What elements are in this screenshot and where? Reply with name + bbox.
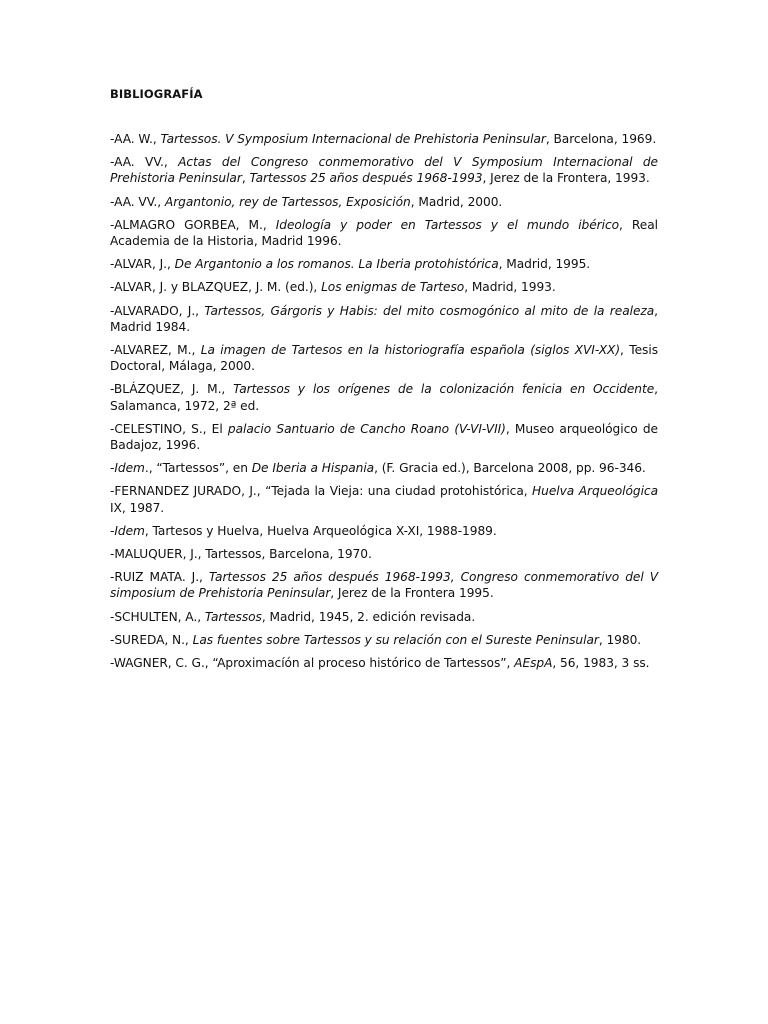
- entry-text: , Madrid 1984.: [110, 303, 658, 334]
- entry-text: -ALVAR, J. y BLAZQUEZ, J. M. (ed.),: [110, 280, 322, 295]
- entry-text: , (F. Gracia ed.), Barcelona 2008, pp. 96-346.: [374, 461, 646, 476]
- bibliography-entry: [110, 421, 658, 453]
- entry-text: -AA. W.,: [110, 132, 161, 146]
- entry-text: ., “Tartessos”, en: [144, 461, 252, 476]
- entry-title-text: Tartessos 25 años después 1968-1993, Congreso conmemorativo del V simposium de Prehistoria Peninsular: [110, 570, 658, 601]
- bibliography-list: [110, 131, 658, 671]
- entry-title-text: La imagen de Tartesos en la historiografía española (siglos XVI-XX): [200, 343, 621, 358]
- bibliography-entry: [110, 303, 658, 335]
- entry-text: , Madrid, 1995.: [498, 257, 591, 272]
- entry-title-text: Idem: [114, 523, 145, 538]
- bibliography-entry: [110, 279, 658, 295]
- entry-title-text: Tartessos. V Symposium Internacional de Prehistoria Peninsular: [160, 132, 546, 146]
- entry-text: -AA. VV.,: [110, 155, 179, 170]
- bibliography-entry: [110, 154, 658, 186]
- entry-text: -AA. VV.,: [110, 194, 165, 209]
- entry-text: -MALUQUER, J., Tartessos, Barcelona, 1970.: [110, 547, 372, 562]
- entry-text: , Madrid, 2000.: [410, 194, 503, 209]
- bibliography-entry: [110, 483, 658, 515]
- bibliography-heading: BIBLIOGRAFÍA: [110, 87, 203, 101]
- entry-title-text: Tartessos: [204, 609, 262, 624]
- entry-text: , Tartesos y Huelva, Huelva Arqueológica X-XI, 1988-1989.: [144, 523, 497, 538]
- entry-text: -ALMAGRO GORBEA, M.,: [110, 217, 276, 232]
- entry-title-text: Las fuentes sobre Tartessos y su relación con el Sureste Peninsular: [192, 632, 599, 647]
- bibliography-entry: [110, 131, 658, 147]
- bibliography-entry: [110, 217, 658, 249]
- bibliography-entry: [110, 632, 658, 648]
- entry-text: IX, 1987.: [110, 500, 165, 515]
- entry-title-text: Ideología y poder en Tartessos y el mundo ibérico: [275, 217, 620, 232]
- entry-text: , 1980.: [598, 632, 642, 647]
- entry-text: -WAGNER, C. G., “Aproximacíón al proceso histórico de Tartessos”,: [110, 656, 515, 671]
- entry-title-text: Huelva Arqueológica: [532, 484, 658, 499]
- entry-text: -CELESTINO, S., El: [110, 421, 228, 436]
- entry-text: -ALVAREZ, M.,: [110, 343, 201, 358]
- entry-text: , Madrid, 1945, 2. edición revisada.: [261, 609, 476, 624]
- bibliography-entry: [110, 546, 658, 562]
- entry-title-text: Argantonio, rey de Tartessos, Exposición: [164, 194, 411, 209]
- entry-title-text: Tartessos y los orígenes de la colonización fenicia en Occidente: [233, 382, 655, 397]
- entry-text: -BLÁZQUEZ, J. M.,: [110, 382, 234, 397]
- entry-title-text: Actas del Congreso conmemorativo del V Symposium Internacional de Prehistoria Peninsular: [110, 155, 659, 186]
- entry-text: , Madrid, 1993.: [464, 280, 556, 295]
- bibliography-entry: [110, 256, 658, 272]
- entry-title-text: Idem: [114, 461, 145, 476]
- entry-text: -SCHULTEN, A.,: [110, 609, 205, 624]
- bibliography-entry: [110, 342, 658, 374]
- entry-text: -: [110, 461, 115, 476]
- entry-text: , Museo arqueológico de Badajoz, 1996.: [110, 421, 658, 453]
- bibliography-entry: [110, 381, 658, 413]
- entry-text: , Jerez de la Frontera, 1993.: [482, 171, 650, 186]
- entry-text: -: [110, 523, 115, 538]
- document-page: [110, 87, 658, 678]
- bibliography-entry: [110, 569, 658, 601]
- entry-text: ,: [241, 171, 250, 186]
- entry-text: , Real Academia de la Historia, Madrid 1996.: [110, 217, 658, 249]
- entry-text: -RUIZ MATA. J.,: [110, 570, 209, 585]
- entry-text: , Barcelona, 1969.: [545, 132, 657, 146]
- entry-title-text: Los enigmas de Tarteso: [321, 280, 465, 295]
- entry-title-text: Tartessos 25 años después 1968-1993: [249, 171, 483, 186]
- bibliography-entry: [110, 609, 658, 625]
- entry-title-text: AEspA: [514, 656, 553, 671]
- entry-text: , Tesis Doctoral, Málaga, 2000.: [110, 343, 658, 374]
- entry-text: -ALVARADO, J.,: [110, 303, 205, 318]
- bibliography-entry: [110, 655, 658, 671]
- bibliography-entry: [110, 194, 658, 210]
- entry-title-text: Tartessos, Gárgoris y Habis: del mito cosmogónico al mito de la realeza: [204, 303, 655, 318]
- entry-text: , Salamanca, 1972, 2ª ed.: [110, 382, 658, 413]
- entry-title-text: palacio Santuario de Cancho Roano (V-VI-VII): [227, 421, 506, 436]
- entry-text: -ALVAR, J.,: [110, 257, 175, 272]
- entry-text: -FERNANDEZ JURADO, J., “Tejada la Vieja: una ciudad protohistórica,: [110, 484, 533, 499]
- entry-text: , 56, 1983, 3 ss.: [552, 656, 650, 671]
- bibliography-entry: [110, 523, 658, 539]
- entry-text: , Jerez de la Frontera 1995.: [330, 586, 494, 601]
- entry-title-text: De Argantonio a los romanos. La Iberia protohistórica: [174, 257, 499, 272]
- entry-text: -SUREDA, N.,: [110, 632, 193, 647]
- entry-title-text: De Iberia a Hispania: [251, 461, 375, 476]
- bibliography-entry: [110, 460, 658, 476]
